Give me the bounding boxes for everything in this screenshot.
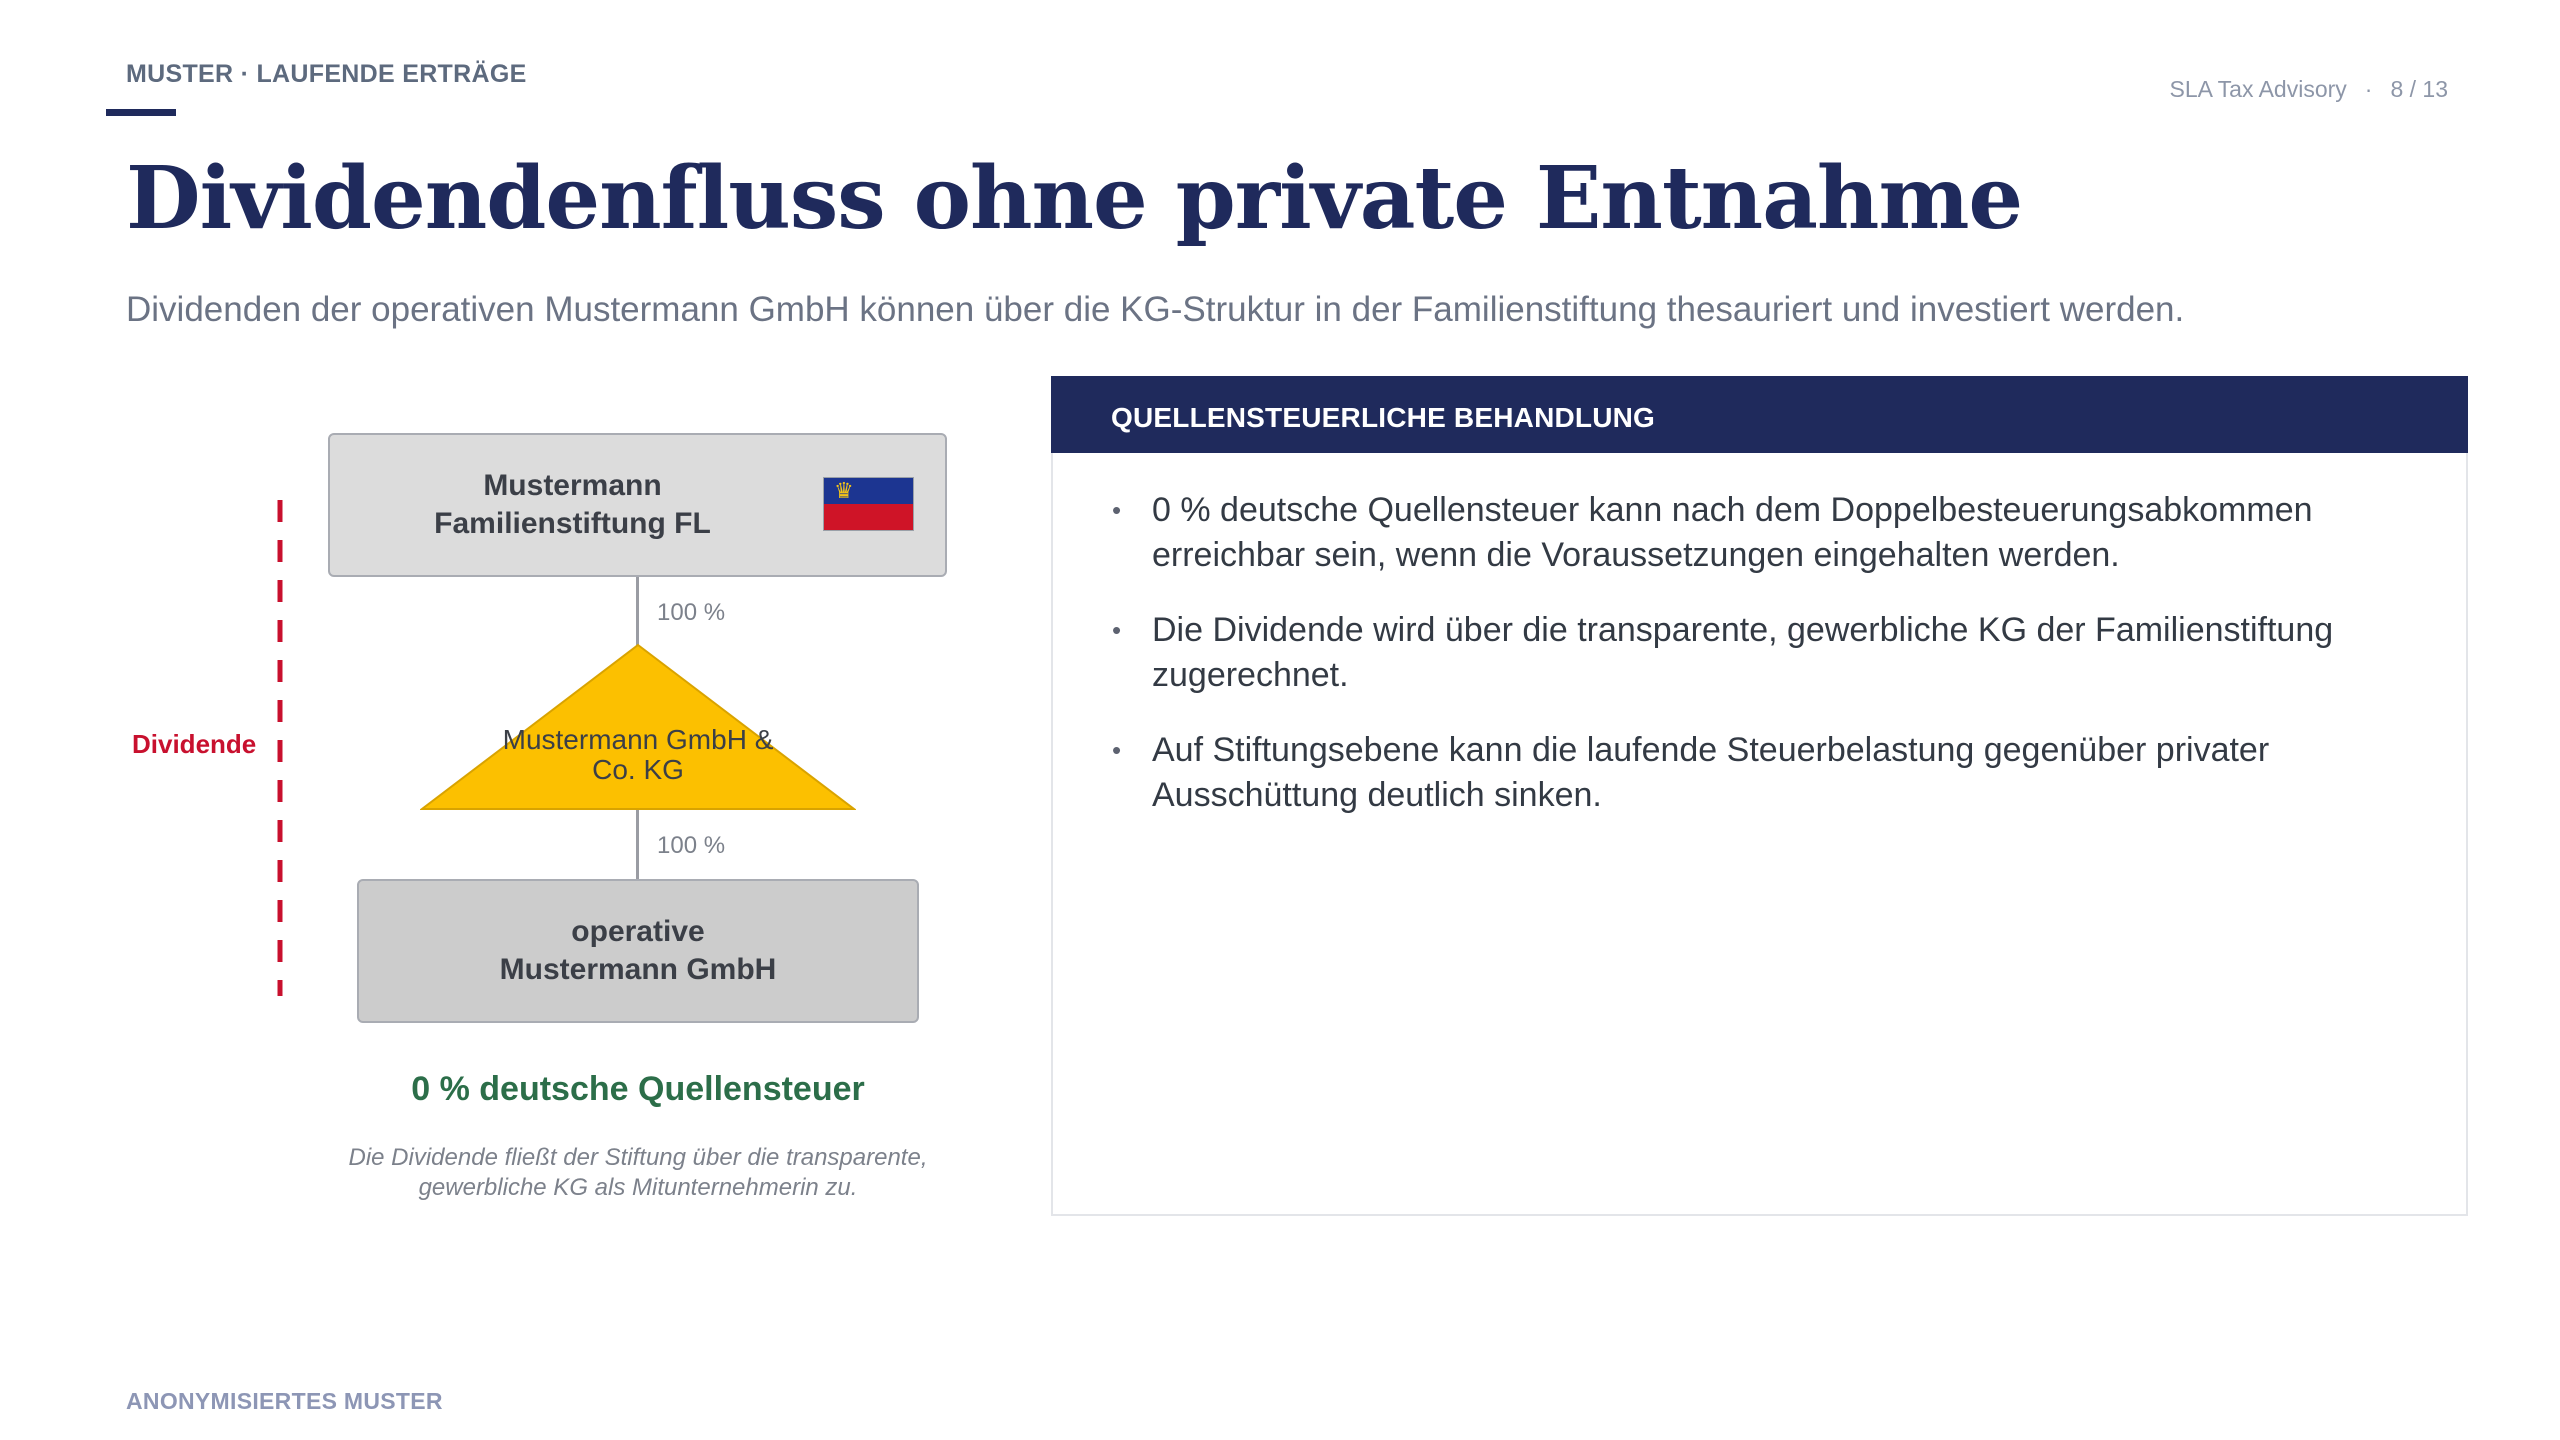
operating-name-line2: Mustermann GmbH <box>499 953 777 986</box>
tax-result: 0 % deutsche Quellensteuer <box>411 1070 865 1108</box>
bullet-text: Die Dividende wird über die transparente, gewerbliche KG der Familienstiftung zugerechnet. <box>1152 611 2334 694</box>
connector-upper <box>636 577 639 649</box>
kg-name-line2: Co. KG <box>592 754 684 785</box>
page-indicator: 8 / 13 <box>2390 76 2448 102</box>
section-label: MUSTER · LAUFENDE ERTRÄGE <box>126 60 527 88</box>
treatment-bullets <box>1112 488 2412 848</box>
crown-icon: ♛ <box>834 478 854 503</box>
kg-name-line1: Mustermann GmbH & <box>502 724 774 755</box>
bullet-dot: • <box>1112 615 1122 645</box>
ownership-pct-lower: 100 % <box>657 832 726 859</box>
dividend-flow-line <box>275 498 285 1003</box>
company-name: SLA Tax Advisory <box>2169 76 2347 102</box>
bullet-item <box>1112 488 2412 578</box>
diagram-note <box>308 1143 968 1203</box>
ownership-pct-upper: 100 % <box>657 599 726 626</box>
page-title: Dividendenfluss ohne private Entnahme <box>126 148 2023 249</box>
foundation-name-line1: Mustermann <box>483 469 662 502</box>
note-line2: gewerbliche KG als Mitunternehmerin zu. <box>418 1174 858 1201</box>
note-line1: Die Dividende fließt der Stiftung über die transparente, <box>348 1144 928 1171</box>
foundation-name-line2: Familienstiftung FL <box>434 507 711 540</box>
connector-lower <box>636 810 639 879</box>
bullet-dot: • <box>1112 495 1122 525</box>
bullet-item <box>1112 608 2412 698</box>
liechtenstein-flag-icon <box>823 477 914 531</box>
header-meta <box>2169 76 2448 103</box>
bullet-text: Auf Stiftungsebene kann die laufende Steuerbelastung gegenüber privater Ausschüttung deutlich sinken. <box>1152 731 2270 814</box>
bullet-item <box>1112 728 2412 818</box>
dividend-label: Dividende <box>132 729 257 759</box>
operating-company-box <box>357 879 919 1023</box>
kg-label <box>478 725 798 785</box>
panel-header: QUELLENSTEUERLICHE BEHANDLUNG <box>1051 376 2468 453</box>
bullet-dot: • <box>1112 735 1122 765</box>
page-subtitle: Dividenden der operativen Mustermann GmbH können über die KG-Struktur in der Familienstiftung thesauriert und investiert werden. <box>126 290 2185 329</box>
footer-label: ANONYMISIERTES MUSTER <box>126 1388 443 1414</box>
meta-separator: · <box>2364 76 2373 102</box>
bullet-text: 0 % deutsche Quellensteuer kann nach dem Doppelbesteuerungsabkommen erreichbar sein, wenn die Voraussetzungen eingehalten werden. <box>1152 491 2313 574</box>
operating-name-line1: operative <box>571 915 705 948</box>
section-underline <box>106 109 176 116</box>
